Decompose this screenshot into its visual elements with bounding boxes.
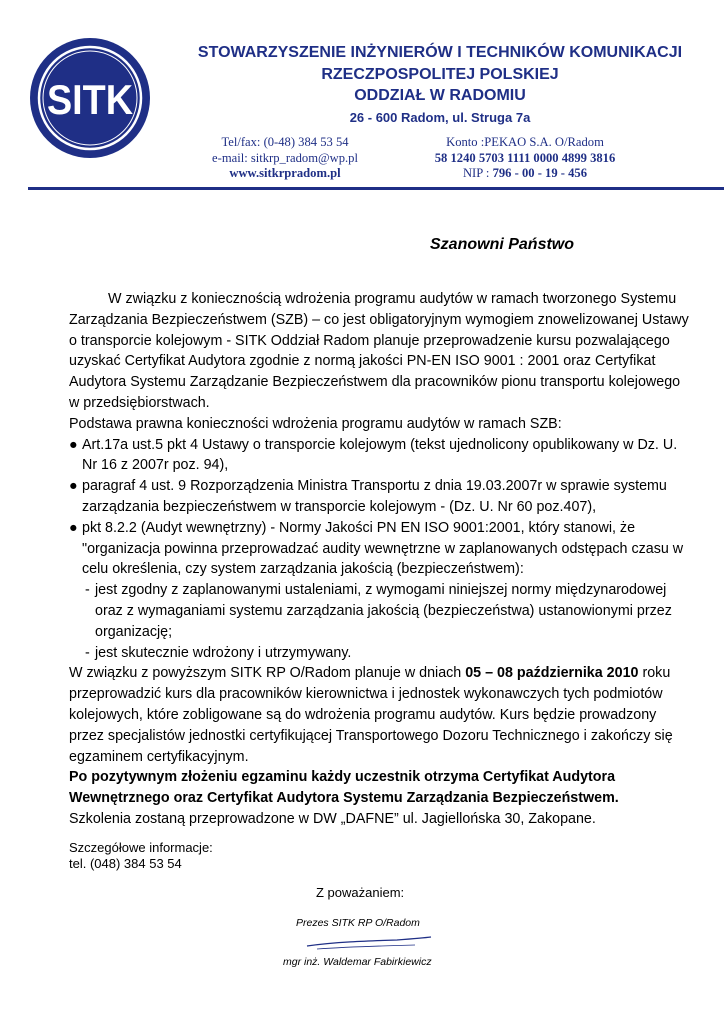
bullet-item bbox=[69, 435, 689, 477]
org-name-line1: STOWARZYSZENIE INŻYNIERÓW I TECHNIKÓW KOMUNIKACJI bbox=[197, 44, 683, 61]
bank-account-number: 58 1240 5703 1111 0000 4899 3816 bbox=[434, 150, 616, 165]
sub-item bbox=[85, 643, 689, 664]
info-phone: tel. (048) 384 53 54 bbox=[69, 856, 182, 871]
bank-name: Konto :PEKAO S.A. O/Radom bbox=[446, 135, 604, 149]
org-name-line2: RZECZPOSPOLITEJ POLSKIEJ bbox=[321, 65, 559, 83]
intro-paragraph: W związku z koniecznością wdrożenia programu audytów w ramach tworzonego Systemu Zarządzania Bezpieczeństwem (SZB) – co jest obligatoryjnym wymogiem znowelizowanej Ustawy o transporcie kolejowym - SITK Oddział Radom planuje przeprowadzenie kursu pozwalającego uzyskać Certyfikat Audytora zgodnie z normą jakości PN-EN ISO 9001 : 2001 oraz Certyfikat Audytora Systemu Zarządzanie Bezpieczeństwem dla pracowników pionu transportu kolejowego w przedsiębiorstwach. bbox=[69, 291, 689, 411]
closing-phrase: Z poważaniem: bbox=[316, 885, 405, 900]
signature-icon bbox=[305, 930, 435, 954]
organization-header bbox=[160, 42, 720, 129]
legal-basis-heading: Podstawa prawna konieczności wdrożenia programu audytów w ramach SZB: bbox=[69, 415, 562, 432]
bullet-text: pkt 8.2.2 (Audyt wewnętrzny) - Normy Jakości PN EN ISO 9001:2001, który stanowi, że "organizacja powinna przeprowadzać audity wewnętrzne w zaplanowanych odstępach czasu w celu określenia, czy system zarządzania jakością (bezpieczeństwem): bbox=[82, 519, 684, 578]
letter-body bbox=[69, 289, 689, 830]
org-branch: ODDZIAŁ W RADOMIU bbox=[354, 87, 526, 104]
plan-prefix: W związku z powyższym SITK RP O/Radom planuje w dniach bbox=[69, 665, 466, 682]
bank-info bbox=[410, 135, 640, 182]
nip-line bbox=[410, 166, 640, 182]
plan-suffix: roku przeprowadzić kurs dla pracowników kierownictwa i jednostek wykonawczych tych podmiotów kolejowych, które zobligowane są do wdrożenia programu audytów. Kurs będzie prowadzony przez specjalistów jednostki certyfikującej Transportowego Dozoru Technicznego i zakończy się egzaminem certyfikacyjnym. bbox=[69, 665, 673, 765]
course-dates: 05 – 08 października 2010 bbox=[465, 665, 639, 682]
training-location: Szkolenia zostaną przeprowadzone w DW „DAFNE” ul. Jagiellońska 30, Zakopane. bbox=[69, 810, 596, 827]
nip-label: NIP : bbox=[462, 166, 493, 180]
dash-icon: - bbox=[85, 582, 90, 599]
certificate-statement: Po pozytywnym złożeniu egzaminu każdy uczestnik otrzyma Certyfikat Audytora Wewnętrznego oraz Certyfikat Audytora Systemu Zarządzania Bezpieczeństwem. bbox=[69, 769, 619, 807]
bullet-item bbox=[69, 518, 689, 580]
nip-value: 796 - 00 - 19 - 456 bbox=[492, 166, 588, 180]
bullet-text: paragraf 4 ust. 9 Rozporządzenia Ministra Transportu z dnia 19.03.2007r w sprawie systemu zarządzania bezpieczeństwem w transporcie kolejowym - (Dz. U. Nr 60 poz.407), bbox=[82, 478, 667, 515]
website-link[interactable]: www.sitkrpradom.pl bbox=[229, 166, 341, 180]
bullet-icon: ● bbox=[69, 478, 78, 495]
org-address: 26 - 600 Radom, ul. Struga 7a bbox=[349, 109, 531, 125]
sub-item bbox=[85, 580, 689, 642]
sub-item-text: jest zgodny z zaplanowanymi ustaleniami, z wymogami niniejszej normy międzynarodowej oraz z wymaganiami systemu zarządzania jakością (bezpieczeństwa) ustanowionymi przez organizację; bbox=[95, 582, 672, 640]
sitk-logo bbox=[28, 36, 152, 160]
email-address: e-mail: sitkrp_radom@wp.pl bbox=[212, 150, 358, 165]
info-label: Szczegółowe informacje: bbox=[69, 840, 213, 855]
logo-text: SITK bbox=[47, 76, 133, 123]
bullet-icon: ● bbox=[69, 519, 78, 536]
bullet-item bbox=[69, 476, 689, 518]
sub-item-text: jest skutecznie wdrożony i utrzymywany. bbox=[95, 644, 352, 661]
dash-icon: - bbox=[85, 644, 90, 661]
salutation: Szanowni Państwo bbox=[430, 236, 575, 253]
contact-details bbox=[69, 840, 213, 872]
header-divider bbox=[28, 187, 724, 190]
course-plan-paragraph bbox=[69, 663, 689, 767]
signer-name: mgr inż. Waldemar Fabirkiewicz bbox=[283, 956, 432, 968]
bullet-text: Art.17a ust.5 pkt 4 Ustawy o transporcie kolejowym (tekst ujednolicony opublikowany w Dz. U. Nr 16 z 2007r poz. 94), bbox=[82, 436, 678, 474]
bullet-icon: ● bbox=[69, 436, 78, 453]
signer-title: Prezes SITK RP O/Radom bbox=[296, 917, 420, 929]
contact-info bbox=[190, 135, 380, 182]
phone-fax: Tel/fax: (0-48) 384 53 54 bbox=[221, 135, 349, 149]
